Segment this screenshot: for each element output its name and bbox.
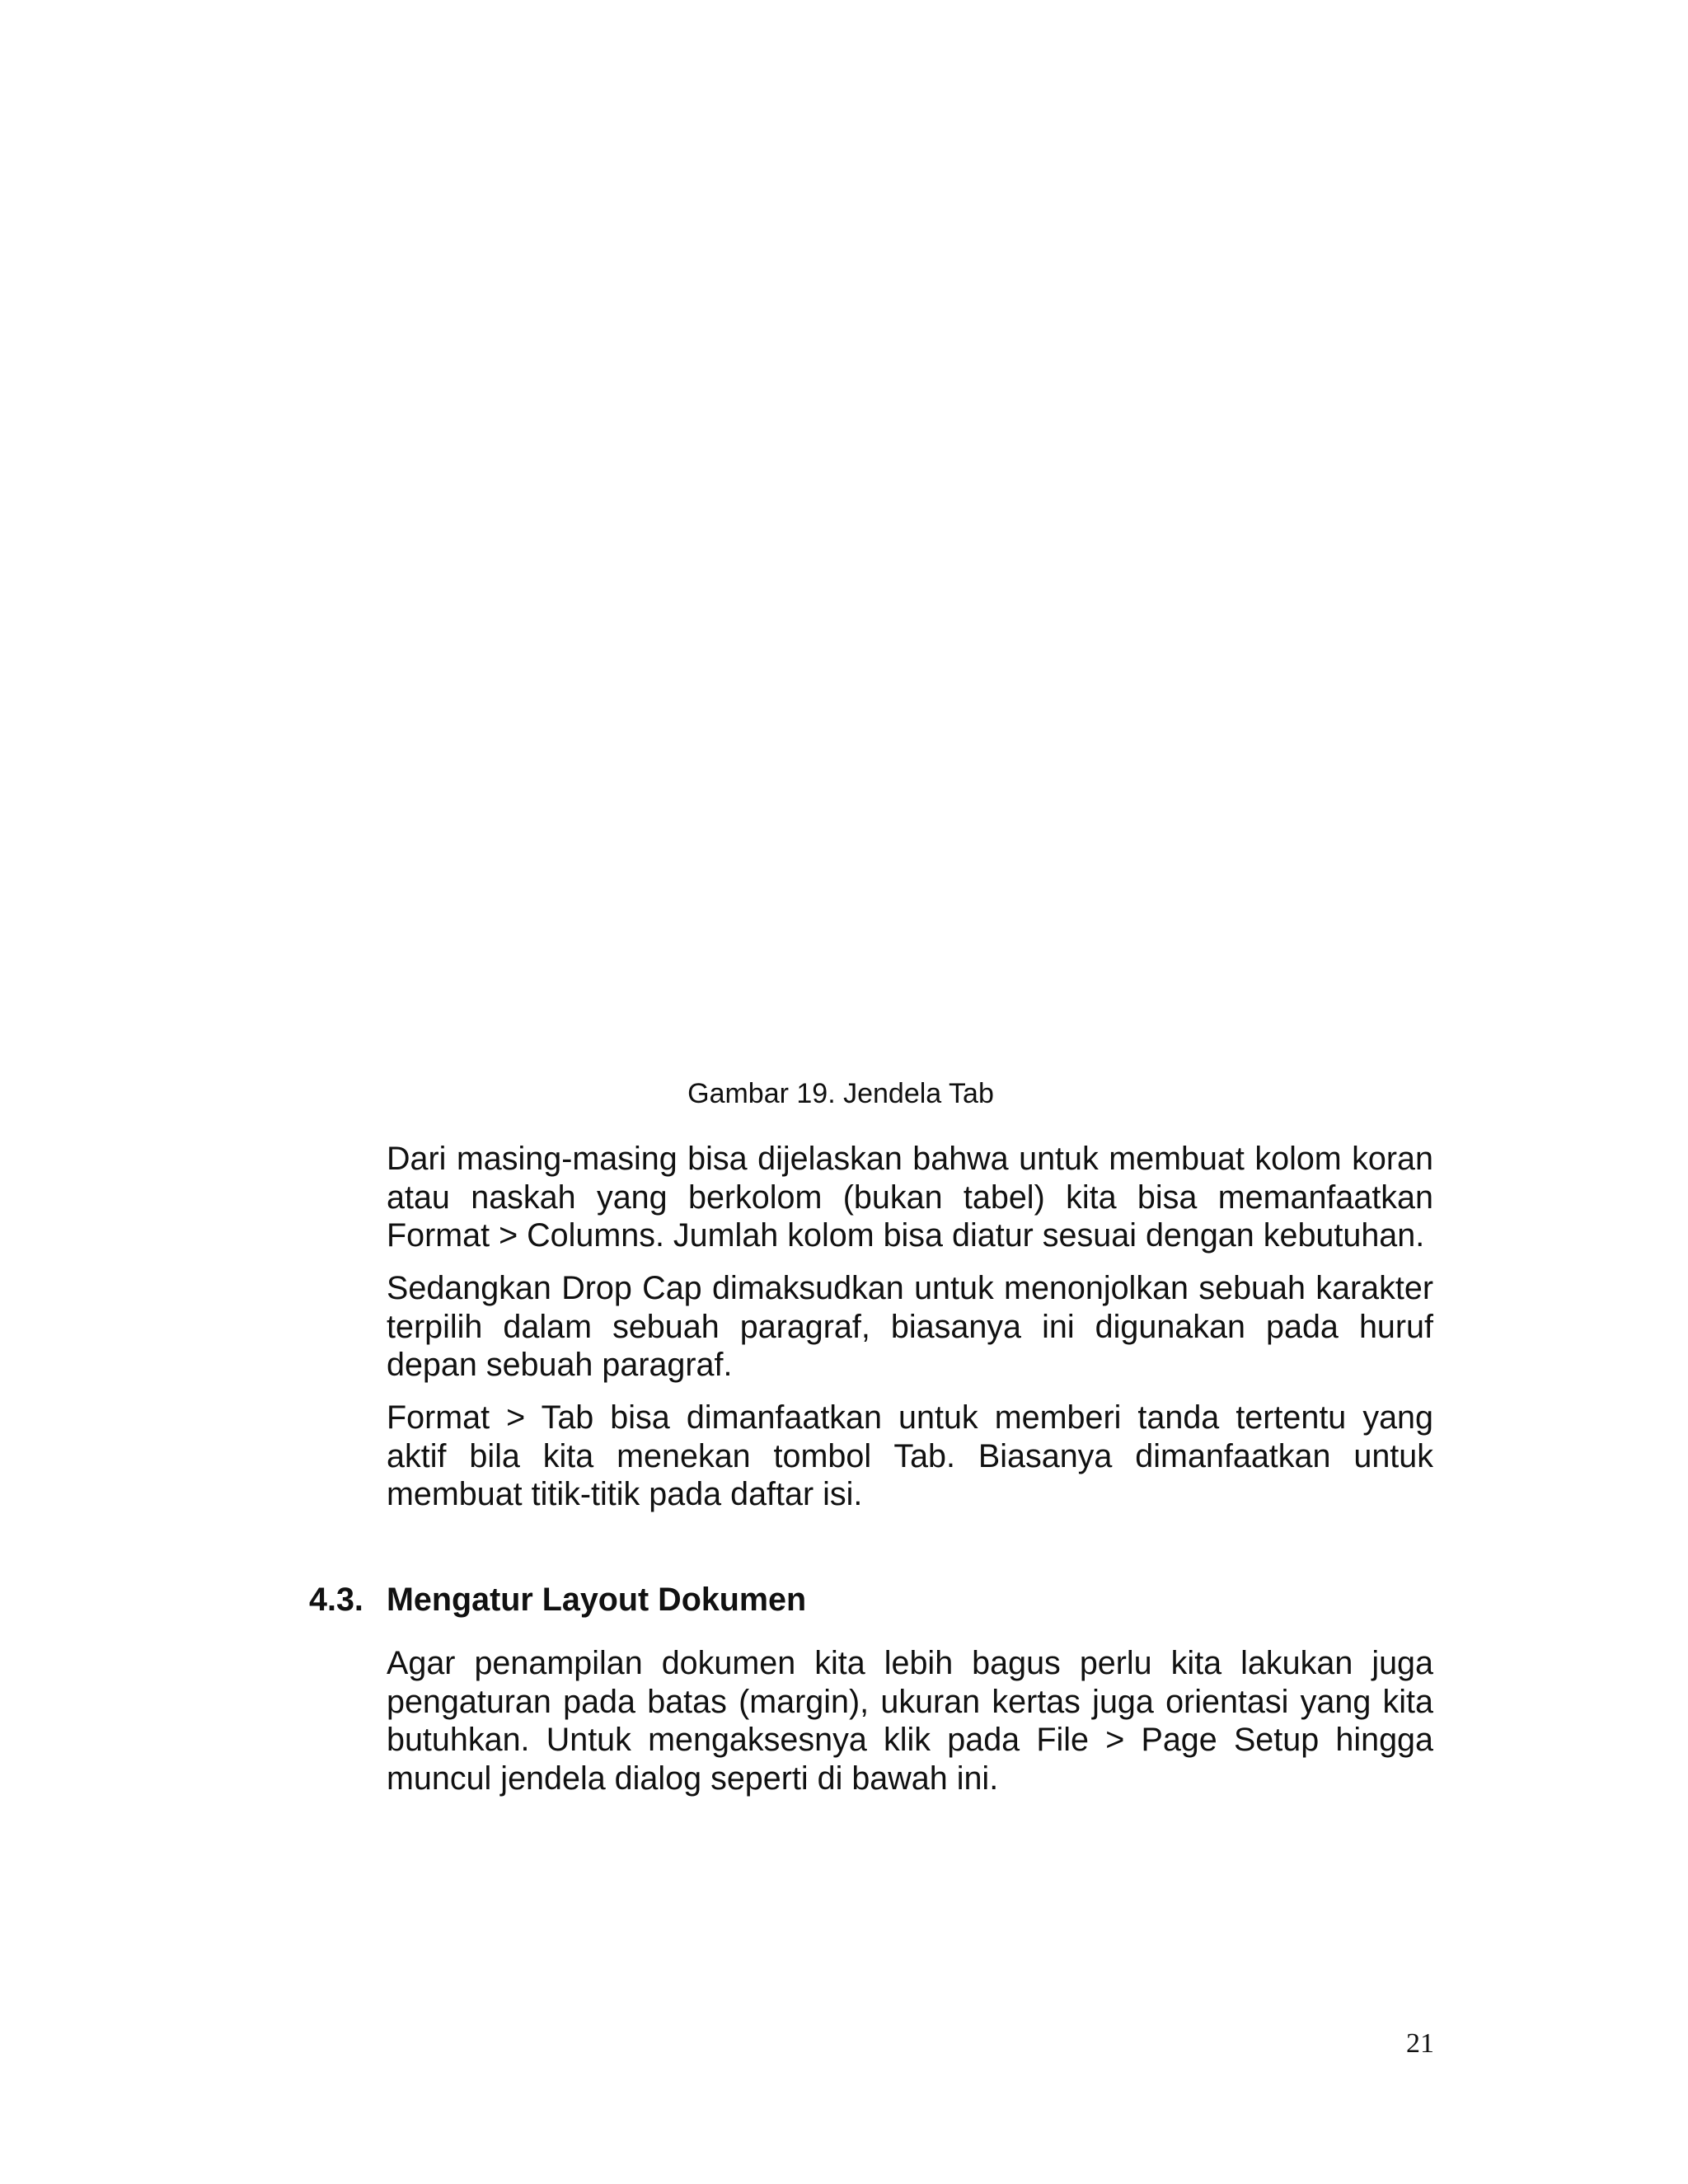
figure-caption	[0, 1077, 1688, 1110]
page-number: 21	[1406, 2028, 1434, 2059]
section-body: Agar penampilan dokumen kita lebih bagus perlu kita lakukan juga pengaturan pada batas (margin), ukuran kertas juga orientasi yang kita butuhkan. Untuk mengaksesnya klik pada File > Page Setup hingga muncul jendela dialog seperti di bawah ini.	[387, 1645, 1433, 1797]
section-title: Mengatur Layout Dokumen	[387, 1582, 807, 1618]
figure-caption-text: Gambar 19. Jendela Tab	[687, 1078, 994, 1109]
paragraph-drop-cap: Sedangkan Drop Cap dimaksudkan untuk menonjolkan sebuah karakter terpilih dalam sebuah paragraf, biasanya ini digunakan pada huruf depan sebuah paragraf.	[387, 1270, 1433, 1383]
section-number: 4.3.	[309, 1582, 363, 1618]
paragraph-columns: Dari masing-masing bisa dijelaskan bahwa untuk membuat kolom koran atau naskah yang berkolom (bukan tabel) kita bisa memanfaatkan Format > Columns. Jumlah kolom bisa diatur sesuai dengan kebutuhan.	[387, 1141, 1433, 1254]
section-heading	[309, 1581, 806, 1619]
paragraph-tab: Format > Tab bisa dimanfaatkan untuk memberi tanda tertentu yang aktif bila kita menekan tombol Tab. Biasanya dimanfaatkan untuk membuat titik-titik pada daftar isi.	[387, 1399, 1433, 1512]
figure-placeholder	[387, 99, 1434, 1055]
